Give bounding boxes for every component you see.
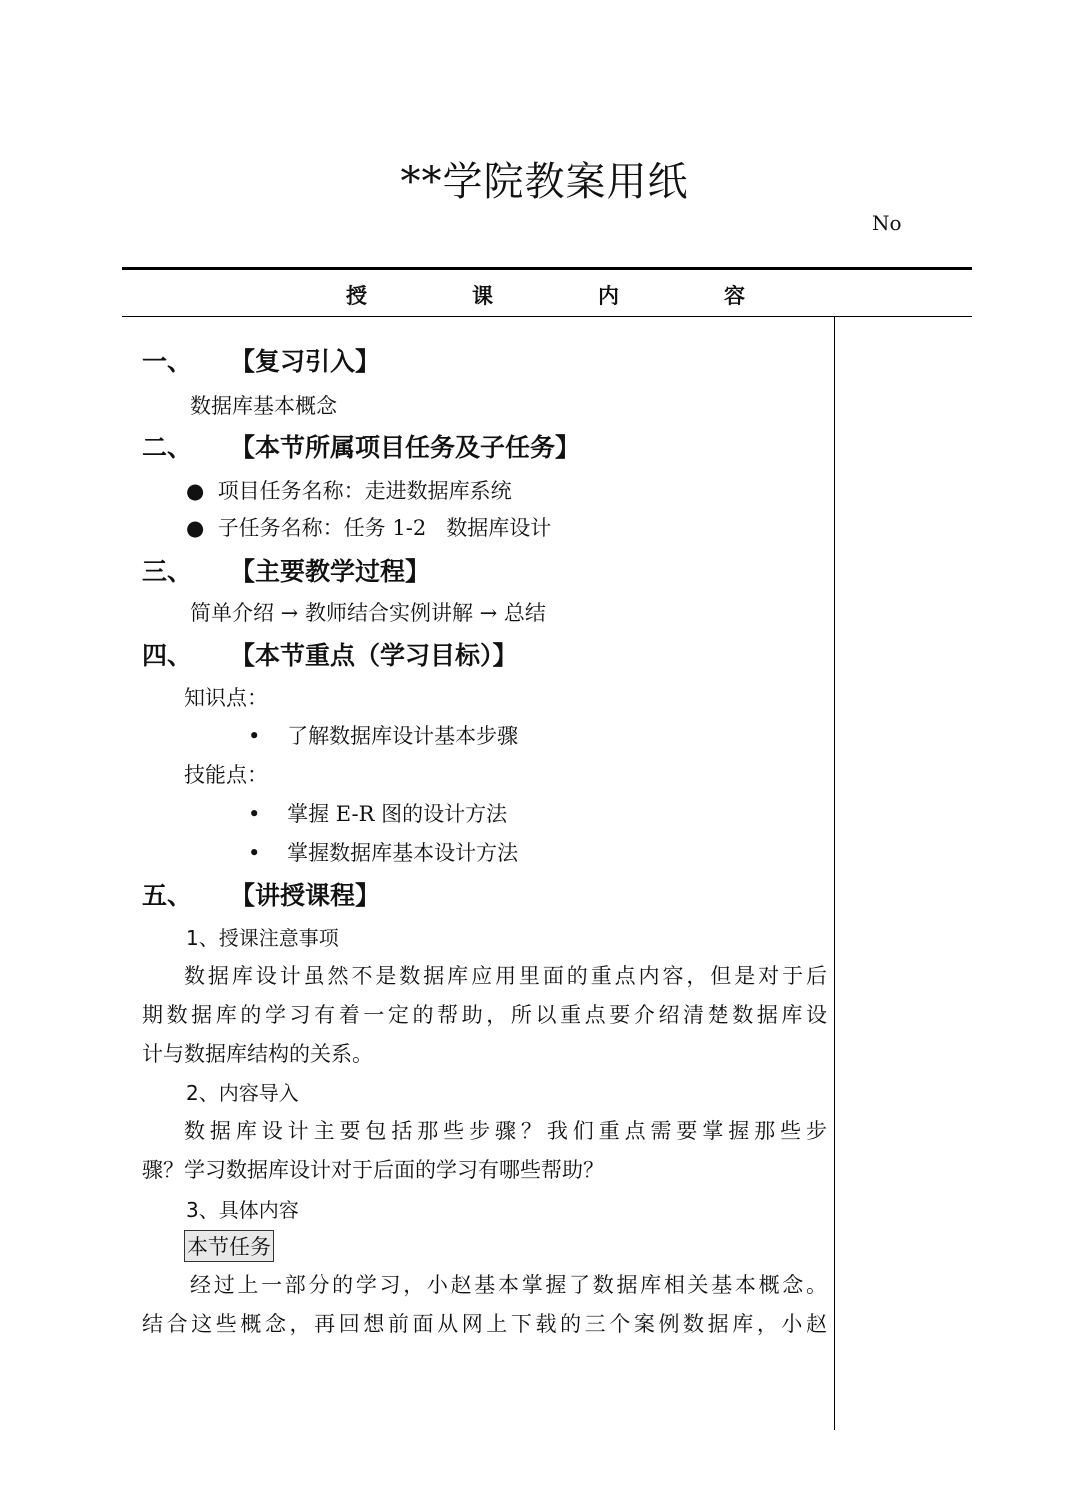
section-heading xyxy=(142,876,381,912)
section-heading xyxy=(142,342,381,378)
list-item xyxy=(248,798,507,828)
section-title: 【讲授课程】 xyxy=(230,881,381,910)
section-title: 【复习引入】 xyxy=(230,347,381,376)
paragraph-line: 数据库设计虽然不是数据库应用里面的重点内容，但是对于后 xyxy=(184,964,827,988)
list-item-text: 掌握 E-R 图的设计方法 xyxy=(287,802,508,826)
list-item xyxy=(186,512,551,542)
column-divider xyxy=(834,317,835,1430)
paragraph-line: 期数据库的学习有着一定的帮助，所以重点要介绍清楚数据库设 xyxy=(142,1003,827,1027)
section-number: 五、 xyxy=(142,881,193,910)
table-header-char: 授 xyxy=(346,284,367,308)
document-title: **学院教案用纸 xyxy=(400,159,689,205)
bullet-icon: • xyxy=(248,841,261,865)
list-item-text: 项目任务名称：走进数据库系统 xyxy=(217,479,512,503)
list-item-text: 子任务名称：任务 1-2 数据库设计 xyxy=(217,516,552,540)
knowledge-label: 知识点： xyxy=(184,686,268,710)
bullet-icon: • xyxy=(248,802,261,826)
list-item xyxy=(186,475,512,505)
table-header-char: 课 xyxy=(472,284,493,308)
subheading: 1、授课注意事项 xyxy=(186,926,339,950)
list-item xyxy=(248,720,518,750)
section-number: 三、 xyxy=(142,557,193,586)
section-title: 【主要教学过程】 xyxy=(230,557,431,586)
section-title: 【本节重点（学习目标）】 xyxy=(230,641,518,670)
paragraph-line: 骤？学习数据库设计对于后面的学习有哪些帮助？ xyxy=(142,1158,604,1182)
bullet-icon: ● xyxy=(186,516,205,540)
skill-label: 技能点： xyxy=(184,763,268,787)
review-text: 数据库基本概念 xyxy=(190,394,337,418)
subheading: 3、具体内容 xyxy=(186,1198,299,1222)
page-number-label: No xyxy=(872,211,902,235)
section-heading xyxy=(142,428,581,464)
paragraph-line: 结合这些概念，再回想前面从网上下载的三个案例数据库，小赵 xyxy=(142,1312,827,1336)
process-text: 简单介绍 → 教师结合实例讲解 → 总结 xyxy=(190,601,546,625)
header-bottom-rule xyxy=(122,316,972,317)
section-number: 四、 xyxy=(142,641,193,670)
section-task-label: 本节任务 xyxy=(184,1230,274,1262)
list-item xyxy=(248,837,518,867)
table-header-char: 内 xyxy=(598,284,619,308)
bullet-icon: • xyxy=(248,724,261,748)
bullet-icon: ● xyxy=(186,479,205,503)
subheading: 2、内容导入 xyxy=(186,1081,299,1105)
list-item-text: 了解数据库设计基本步骤 xyxy=(287,724,519,748)
paragraph-line: 计与数据库结构的关系。 xyxy=(142,1042,373,1066)
table-header-char: 容 xyxy=(724,284,745,308)
section-heading xyxy=(142,552,431,588)
list-item-text: 掌握数据库基本设计方法 xyxy=(287,841,519,865)
section-number: 二、 xyxy=(142,433,193,462)
paragraph-line: 数据库设计主要包括那些步骤？我们重点需要掌握那些步 xyxy=(184,1119,827,1143)
paragraph-line: 经过上一部分的学习，小赵基本掌握了数据库相关基本概念。 xyxy=(190,1273,827,1297)
header-top-rule xyxy=(122,267,972,270)
section-heading xyxy=(142,636,518,672)
section-number: 一、 xyxy=(142,347,193,376)
section-title: 【本节所属项目任务及子任务】 xyxy=(230,433,581,462)
